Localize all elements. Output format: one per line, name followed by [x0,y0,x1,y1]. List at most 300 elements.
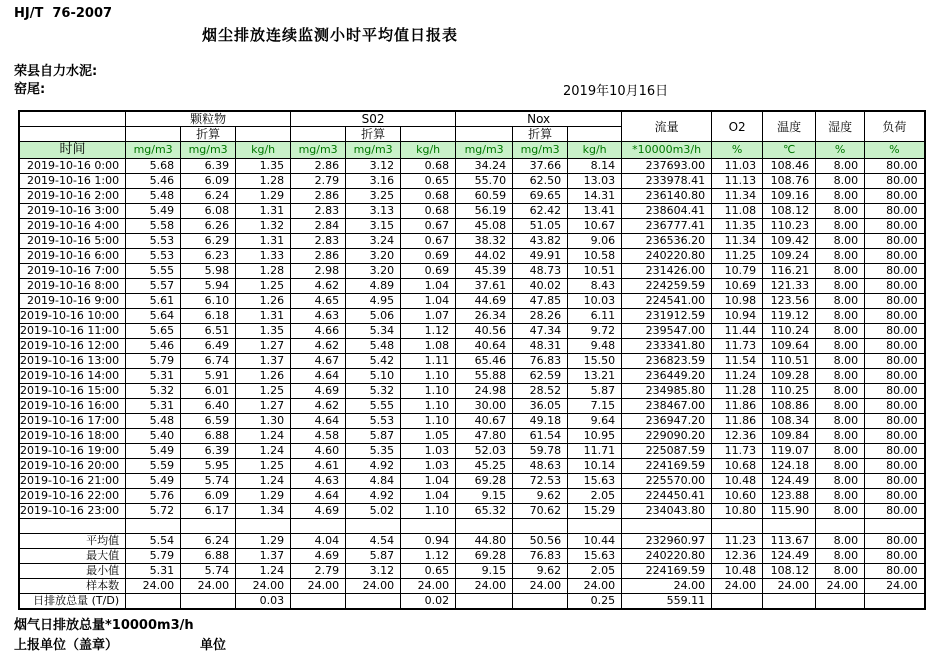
value-cell: 80.00 [865,339,925,354]
header-blank [19,111,126,127]
value-cell: 4.64 [291,414,346,429]
row-time: 2019-10-16 4:00 [19,219,126,234]
table-row [19,174,925,189]
value-cell: 11.03 [712,159,763,174]
value-cell: 15.63 [568,549,622,564]
row-time: 2019-10-16 16:00 [19,399,126,414]
value-cell: 110.25 [763,384,816,399]
value-cell: 80.00 [865,549,925,564]
value-cell: 4.58 [291,429,346,444]
table-row [19,444,925,459]
value-cell: 80.00 [865,414,925,429]
value-cell: 116.21 [763,264,816,279]
blank-cell [346,519,401,534]
blank-cell [401,519,456,534]
row-time: 2019-10-16 3:00 [19,204,126,219]
value-cell: 2.05 [568,564,622,579]
value-cell: 11.23 [712,534,763,549]
value-cell: 12.36 [712,549,763,564]
summary-label: 样本数 [19,579,126,594]
unit-cell: mg/m3 [456,142,513,159]
value-cell: 5.53 [126,249,181,264]
value-cell: 238604.41 [622,204,712,219]
value-cell: 108.86 [763,399,816,414]
row-time: 2019-10-16 11:00 [19,324,126,339]
unit-cell: mg/m3 [181,142,236,159]
value-cell: 240220.80 [622,249,712,264]
value-cell: 4.64 [291,489,346,504]
value-cell: 108.46 [763,159,816,174]
value-cell: 119.07 [763,444,816,459]
value-cell: 10.68 [712,459,763,474]
value-cell: 1.10 [401,504,456,519]
value-cell: 8.00 [816,564,865,579]
value-cell: 234043.80 [622,504,712,519]
value-cell: 1.37 [236,354,291,369]
value-cell: 11.71 [568,444,622,459]
value-cell: 8.00 [816,414,865,429]
header-converted-nox: 折算 [513,127,568,142]
standard-number: HJ/T 76-2007 [14,6,113,21]
value-cell: 4.69 [291,504,346,519]
row-time: 2019-10-16 14:00 [19,369,126,384]
value-cell: 80.00 [865,444,925,459]
table-row [19,159,925,174]
value-cell: 233978.41 [622,174,712,189]
value-cell: 24.98 [456,384,513,399]
value-cell: 0.69 [401,264,456,279]
value-cell: 24.00 [126,579,181,594]
value-cell: 119.12 [763,309,816,324]
value-cell: 9.15 [456,564,513,579]
summary-rows [19,534,925,610]
value-cell: 5.10 [346,369,401,384]
value-cell: 24.00 [291,579,346,594]
table-row [19,384,925,399]
value-cell: 4.04 [291,534,346,549]
value-cell: 62.59 [513,369,568,384]
value-cell: 44.80 [456,534,513,549]
report-date: 2019年10月16日 [563,84,669,99]
value-cell: 3.12 [346,564,401,579]
unit-cell: mg/m3 [126,142,181,159]
value-cell: 6.01 [181,384,236,399]
value-cell [456,594,513,610]
value-cell: 13.21 [568,369,622,384]
table-row [19,189,925,204]
value-cell: 123.56 [763,294,816,309]
value-cell: 4.65 [291,294,346,309]
table-row [19,219,925,234]
value-cell: 80.00 [865,204,925,219]
value-cell: 80.00 [865,309,925,324]
value-cell: 8.00 [816,264,865,279]
value-cell: 9.15 [456,489,513,504]
value-cell: 11.34 [712,189,763,204]
value-cell: 80.00 [865,384,925,399]
value-cell: 8.00 [816,549,865,564]
row-time: 2019-10-16 6:00 [19,249,126,264]
value-cell: 10.94 [712,309,763,324]
blank-cell [456,519,513,534]
value-cell: 233341.80 [622,339,712,354]
value-cell: 80.00 [865,249,925,264]
value-cell: 24.00 [712,579,763,594]
value-cell: 60.59 [456,189,513,204]
value-cell: 0.67 [401,234,456,249]
value-cell: 5.46 [126,174,181,189]
value-cell: 5.32 [346,384,401,399]
blank-cell [816,519,865,534]
value-cell: 8.00 [816,444,865,459]
value-cell: 11.86 [712,399,763,414]
value-cell: 6.17 [181,504,236,519]
value-cell: 15.29 [568,504,622,519]
value-cell: 6.24 [181,189,236,204]
value-cell: 11.28 [712,384,763,399]
value-cell: 62.42 [513,204,568,219]
blank-cell [865,519,925,534]
header-group-nox: Nox [456,111,622,127]
value-cell: 3.15 [346,219,401,234]
value-cell: 6.49 [181,339,236,354]
value-cell: 5.48 [126,189,181,204]
value-cell: 69.65 [513,189,568,204]
value-cell: 109.24 [763,249,816,264]
value-cell: 37.61 [456,279,513,294]
header-blank [568,127,622,142]
value-cell: 231426.00 [622,264,712,279]
value-cell: 1.24 [236,474,291,489]
hourly-rows [19,159,925,534]
monitoring-point: 窑尾: [14,82,46,97]
value-cell: 45.08 [456,219,513,234]
value-cell: 5.59 [126,459,181,474]
value-cell: 8.00 [816,534,865,549]
value-cell: 10.60 [712,489,763,504]
value-cell: 8.00 [816,204,865,219]
value-cell: 40.64 [456,339,513,354]
value-cell: 110.23 [763,219,816,234]
value-cell: 4.69 [291,549,346,564]
value-cell: 11.24 [712,369,763,384]
value-cell: 8.00 [816,474,865,489]
value-cell: 224259.59 [622,279,712,294]
row-time: 2019-10-16 19:00 [19,444,126,459]
value-cell: 5.48 [346,339,401,354]
value-cell: 5.34 [346,324,401,339]
value-cell: 1.24 [236,564,291,579]
value-cell: 24.00 [346,579,401,594]
value-cell: 123.88 [763,489,816,504]
value-cell: 1.28 [236,174,291,189]
row-time: 2019-10-16 1:00 [19,174,126,189]
value-cell: 14.31 [568,189,622,204]
value-cell: 15.50 [568,354,622,369]
table-row [19,414,925,429]
value-cell: 80.00 [865,219,925,234]
value-cell: 24.00 [513,579,568,594]
value-cell: 8.00 [816,324,865,339]
value-cell: 5.54 [126,534,181,549]
blank-row [19,519,925,534]
unit-cell: mg/m3 [291,142,346,159]
value-cell: 5.32 [126,384,181,399]
value-cell: 1.24 [236,444,291,459]
value-cell: 1.25 [236,384,291,399]
value-cell: 224169.59 [622,564,712,579]
value-cell: 8.00 [816,249,865,264]
value-cell: 12.36 [712,429,763,444]
value-cell: 6.24 [181,534,236,549]
value-cell: 236536.20 [622,234,712,249]
company-name: 荣县自力水泥: [14,64,98,79]
value-cell: 109.28 [763,369,816,384]
summary-label: 最小值 [19,564,126,579]
value-cell: 10.98 [712,294,763,309]
value-cell: 2.98 [291,264,346,279]
value-cell: 11.34 [712,234,763,249]
value-cell: 44.02 [456,249,513,264]
value-cell: 2.79 [291,174,346,189]
value-cell: 5.79 [126,354,181,369]
value-cell: 49.91 [513,249,568,264]
value-cell: 1.08 [401,339,456,354]
value-cell: 7.15 [568,399,622,414]
value-cell: 108.12 [763,564,816,579]
summary-label: 平均值 [19,534,126,549]
value-cell: 5.46 [126,339,181,354]
row-time: 2019-10-16 20:00 [19,459,126,474]
blank-cell [236,519,291,534]
value-cell: 4.63 [291,474,346,489]
value-cell: 6.88 [181,549,236,564]
value-cell: 3.25 [346,189,401,204]
value-cell: 5.55 [126,264,181,279]
value-cell: 11.08 [712,204,763,219]
value-cell: 5.61 [126,294,181,309]
summary-row [19,594,925,610]
value-cell: 5.98 [181,264,236,279]
value-cell: 1.10 [401,384,456,399]
reporting-unit-label: 上报单位（盖章） [14,638,119,653]
value-cell: 234985.80 [622,384,712,399]
value-cell: 4.66 [291,324,346,339]
value-cell: 5.64 [126,309,181,324]
value-cell: 4.89 [346,279,401,294]
header-row-units [19,142,925,159]
row-time: 2019-10-16 13:00 [19,354,126,369]
value-cell: 1.35 [236,324,291,339]
value-cell: 69.28 [456,549,513,564]
value-cell: 51.05 [513,219,568,234]
value-cell: 225570.00 [622,474,712,489]
row-time: 2019-10-16 22:00 [19,489,126,504]
value-cell: 5.49 [126,474,181,489]
value-cell: 4.62 [291,279,346,294]
value-cell: 5.02 [346,504,401,519]
value-cell: 9.72 [568,324,622,339]
value-cell: 8.00 [816,369,865,384]
table-row [19,264,925,279]
value-cell [763,594,816,610]
table-row [19,324,925,339]
value-cell: 8.00 [816,309,865,324]
value-cell: 40.02 [513,279,568,294]
value-cell: 80.00 [865,429,925,444]
value-cell: 1.04 [401,294,456,309]
value-cell: 1.10 [401,414,456,429]
header-load: 负荷 [865,111,925,142]
value-cell: 1.29 [236,189,291,204]
table-row [19,339,925,354]
value-cell: 11.35 [712,219,763,234]
header-blank [126,127,181,142]
value-cell: 5.48 [126,414,181,429]
value-cell: 11.54 [712,354,763,369]
value-cell: 6.59 [181,414,236,429]
unit-cell: *10000m3/h [622,142,712,159]
summary-row [19,534,925,549]
value-cell: 6.11 [568,309,622,324]
value-cell: 49.18 [513,414,568,429]
value-cell: 76.83 [513,549,568,564]
value-cell: 559.11 [622,594,712,610]
row-time: 2019-10-16 8:00 [19,279,126,294]
value-cell: 2.84 [291,219,346,234]
unit-cell: mg/m3 [513,142,568,159]
value-cell: 0.67 [401,219,456,234]
value-cell: 2.83 [291,204,346,219]
value-cell: 80.00 [865,159,925,174]
value-cell: 109.84 [763,429,816,444]
value-cell: 124.49 [763,549,816,564]
value-cell: 48.31 [513,339,568,354]
value-cell: 8.00 [816,234,865,249]
value-cell: 28.26 [513,309,568,324]
row-time: 2019-10-16 18:00 [19,429,126,444]
value-cell [865,594,925,610]
table-row [19,459,925,474]
value-cell: 236947.20 [622,414,712,429]
value-cell: 1.04 [401,489,456,504]
value-cell: 8.00 [816,429,865,444]
value-cell: 5.31 [126,564,181,579]
value-cell: 10.95 [568,429,622,444]
value-cell: 8.00 [816,159,865,174]
value-cell: 1.12 [401,324,456,339]
value-cell: 229090.20 [622,429,712,444]
value-cell: 6.18 [181,309,236,324]
value-cell: 43.82 [513,234,568,249]
value-cell: 44.69 [456,294,513,309]
value-cell: 10.48 [712,564,763,579]
value-cell: 24.00 [763,579,816,594]
value-cell: 48.63 [513,459,568,474]
value-cell: 55.70 [456,174,513,189]
value-cell: 3.12 [346,159,401,174]
value-cell: 48.73 [513,264,568,279]
value-cell: 1.12 [401,549,456,564]
value-cell: 5.87 [346,549,401,564]
value-cell: 9.48 [568,339,622,354]
value-cell: 1.27 [236,339,291,354]
value-cell: 47.80 [456,429,513,444]
value-cell: 8.00 [816,189,865,204]
value-cell: 47.34 [513,324,568,339]
value-cell: 8.00 [816,174,865,189]
value-cell: 5.49 [126,444,181,459]
table-row [19,249,925,264]
value-cell: 80.00 [865,459,925,474]
value-cell: 5.74 [181,564,236,579]
unit-cell: % [816,142,865,159]
header-group-so2: S02 [291,111,456,127]
value-cell: 80.00 [865,564,925,579]
value-cell: 6.09 [181,174,236,189]
value-cell: 8.00 [816,384,865,399]
value-cell: 59.78 [513,444,568,459]
value-cell: 24.00 [622,579,712,594]
blank-cell [712,519,763,534]
page-title: 烟尘排放连续监测小时平均值日报表 [201,26,458,44]
value-cell: 110.51 [763,354,816,369]
value-cell: 11.73 [712,444,763,459]
value-cell: 5.49 [126,204,181,219]
value-cell: 0.68 [401,189,456,204]
value-cell: 8.00 [816,294,865,309]
value-cell: 80.00 [865,279,925,294]
value-cell: 108.12 [763,204,816,219]
value-cell: 8.14 [568,159,622,174]
header-flow: 流量 [622,111,712,142]
value-cell: 1.24 [236,429,291,444]
value-cell: 8.00 [816,219,865,234]
value-cell: 24.00 [865,579,925,594]
value-cell: 5.68 [126,159,181,174]
value-cell: 61.54 [513,429,568,444]
value-cell: 34.24 [456,159,513,174]
value-cell: 6.10 [181,294,236,309]
value-cell: 6.88 [181,429,236,444]
value-cell [816,594,865,610]
unit-label: 单位 [200,638,227,653]
value-cell: 10.14 [568,459,622,474]
value-cell: 8.00 [816,459,865,474]
value-cell: 4.61 [291,459,346,474]
value-cell: 24.00 [568,579,622,594]
row-time: 2019-10-16 12:00 [19,339,126,354]
blank-cell [622,519,712,534]
value-cell: 1.07 [401,309,456,324]
table-row [19,504,925,519]
value-cell: 4.92 [346,459,401,474]
blank-cell [181,519,236,534]
value-cell: 76.83 [513,354,568,369]
value-cell: 9.06 [568,234,622,249]
value-cell: 38.32 [456,234,513,249]
value-cell: 24.00 [401,579,456,594]
header-blank [401,127,456,142]
value-cell: 62.50 [513,174,568,189]
value-cell: 24.00 [181,579,236,594]
value-cell: 0.25 [568,594,622,610]
value-cell: 24.00 [456,579,513,594]
blank-cell [568,519,622,534]
value-cell: 6.29 [181,234,236,249]
value-cell: 1.04 [401,279,456,294]
value-cell: 8.00 [816,279,865,294]
